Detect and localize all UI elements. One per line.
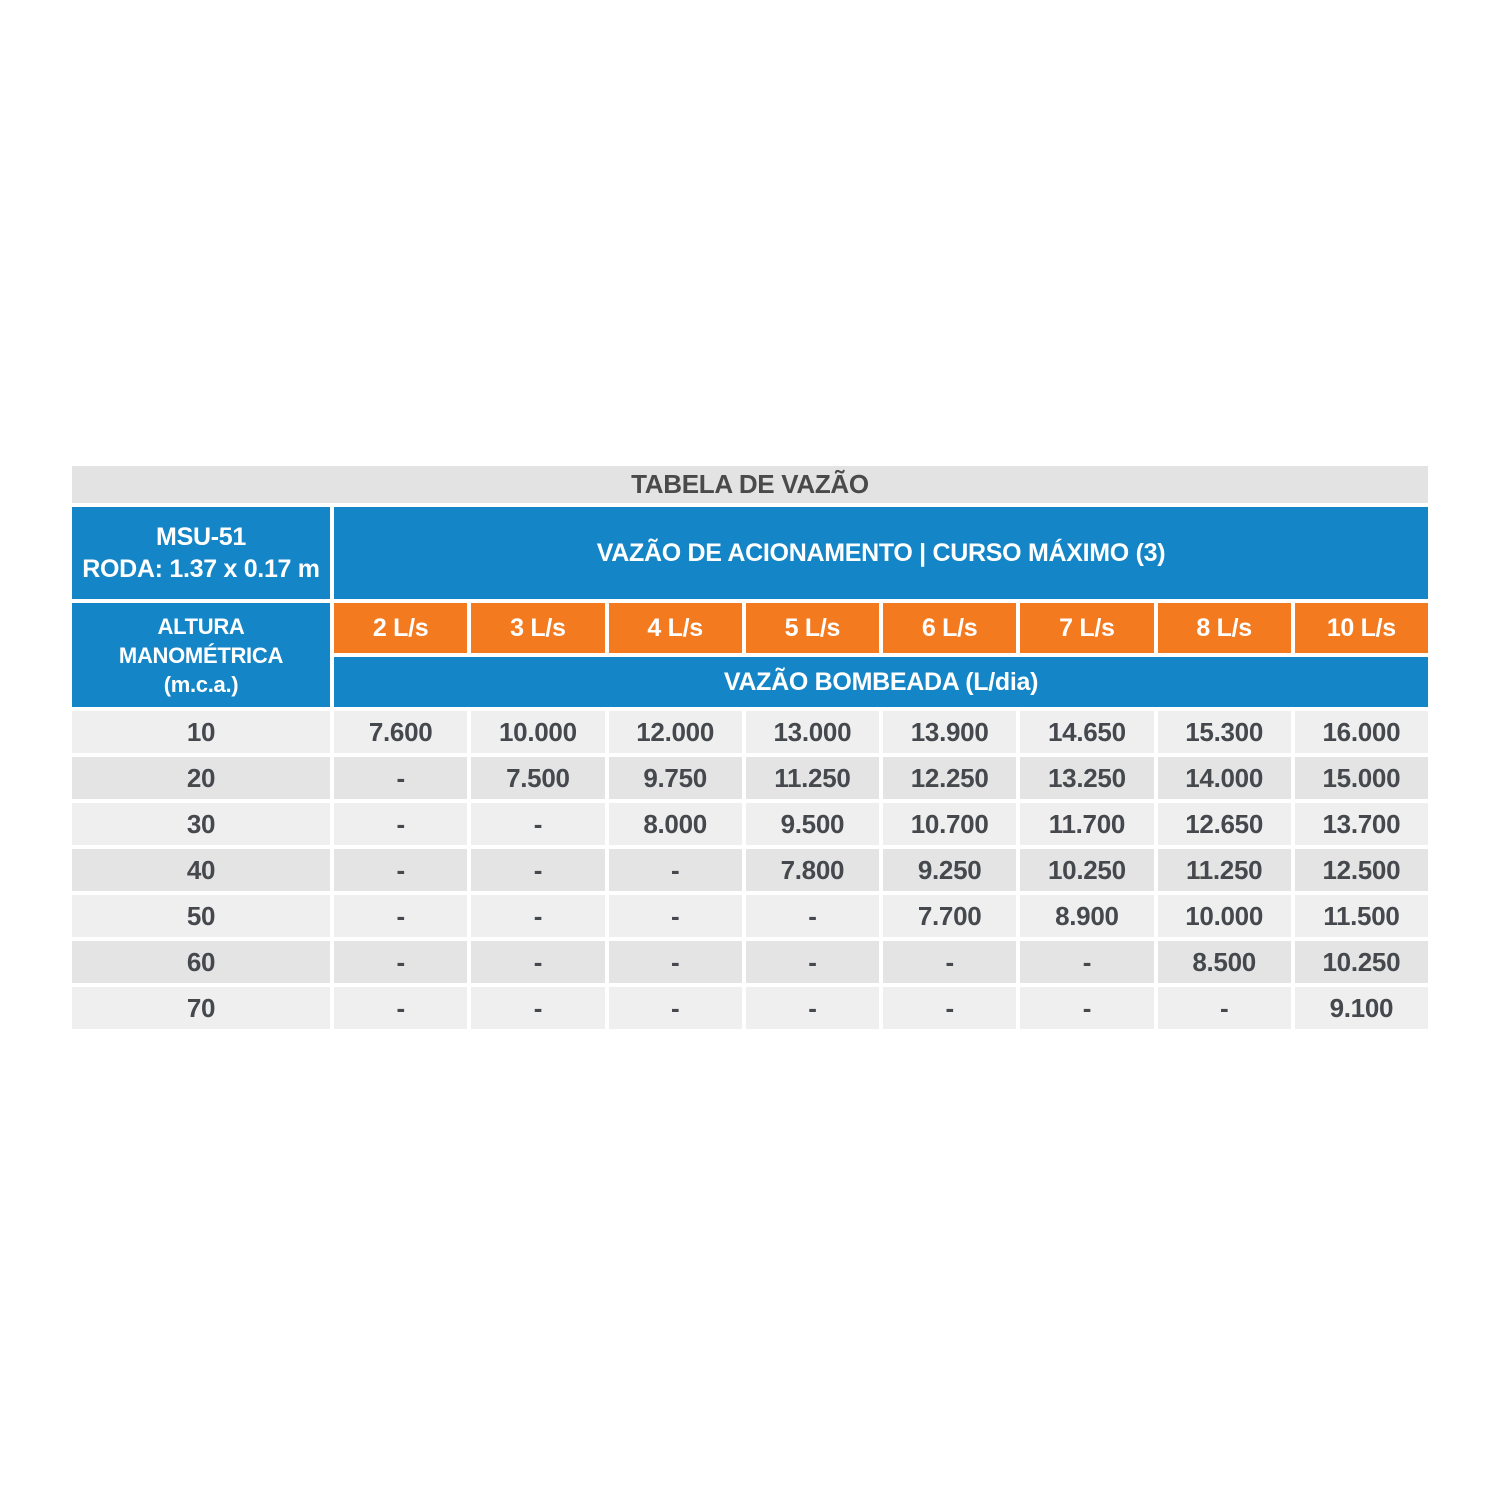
value-cell: 8.900 xyxy=(1020,895,1153,937)
value-cell: - xyxy=(609,895,742,937)
value-cell: 13.000 xyxy=(746,711,879,753)
value-cell: 11.700 xyxy=(1020,803,1153,845)
flow-table xyxy=(72,466,1428,1029)
value-cell: - xyxy=(609,941,742,983)
row-header-title-line2: MANOMÉTRICA xyxy=(118,642,284,668)
column-header-2ls: 2 L/s xyxy=(334,603,467,653)
value-cell: 9.250 xyxy=(883,849,1016,891)
value-cell: - xyxy=(1020,987,1153,1029)
value-cell: 12.250 xyxy=(883,757,1016,799)
value-cell: 12.000 xyxy=(609,711,742,753)
value-cell: 7.500 xyxy=(471,757,604,799)
value-cell: - xyxy=(334,987,467,1029)
column-header-4ls: 4 L/s xyxy=(609,603,742,653)
value-cell: 7.800 xyxy=(746,849,879,891)
column-group-header: VAZÃO DE ACIONAMENTO | CURSO MÁXIMO (3) xyxy=(334,507,1428,599)
value-cell: - xyxy=(334,757,467,799)
value-cell: 10.250 xyxy=(1020,849,1153,891)
value-cell: - xyxy=(883,941,1016,983)
value-cell: 16.000 xyxy=(1295,711,1428,753)
value-cell: 14.000 xyxy=(1158,757,1291,799)
value-cell: 15.300 xyxy=(1158,711,1291,753)
value-cell: 12.500 xyxy=(1295,849,1428,891)
row-header-cell: 40 xyxy=(72,849,330,891)
value-cell: 10.700 xyxy=(883,803,1016,845)
model-wheel-dimensions: RODA: 1.37 x 0.17 m xyxy=(82,555,320,583)
value-cell: - xyxy=(471,895,604,937)
value-cell: - xyxy=(334,803,467,845)
model-cell xyxy=(72,507,330,599)
column-header-10ls: 10 L/s xyxy=(1295,603,1428,653)
row-header-cell: 70 xyxy=(72,987,330,1029)
value-band-header: VAZÃO BOMBEADA (L/dia) xyxy=(334,657,1428,707)
value-cell: - xyxy=(609,987,742,1029)
value-cell: 10.250 xyxy=(1295,941,1428,983)
value-cell: 8.500 xyxy=(1158,941,1291,983)
column-header-5ls: 5 L/s xyxy=(746,603,879,653)
value-cell: - xyxy=(334,941,467,983)
value-cell: - xyxy=(746,941,879,983)
value-cell: 13.250 xyxy=(1020,757,1153,799)
value-cell: 10.000 xyxy=(471,711,604,753)
row-header-cell: 60 xyxy=(72,941,330,983)
row-header-cell: 10 xyxy=(72,711,330,753)
value-cell: 15.000 xyxy=(1295,757,1428,799)
value-cell: - xyxy=(334,895,467,937)
value-cell: 9.100 xyxy=(1295,987,1428,1029)
value-cell: 14.650 xyxy=(1020,711,1153,753)
value-cell: 11.250 xyxy=(1158,849,1291,891)
row-header-cell: 50 xyxy=(72,895,330,937)
value-cell: 11.250 xyxy=(746,757,879,799)
value-cell: - xyxy=(334,849,467,891)
value-cell: 10.000 xyxy=(1158,895,1291,937)
row-header-title-line1: ALTURA xyxy=(157,613,245,639)
value-cell: 7.700 xyxy=(883,895,1016,937)
value-cell: - xyxy=(609,849,742,891)
row-header-cell: 20 xyxy=(72,757,330,799)
model-name: MSU-51 xyxy=(156,523,246,551)
row-header-title-line3: (m.c.a.) xyxy=(163,671,239,697)
value-cell: 13.900 xyxy=(883,711,1016,753)
column-header-3ls: 3 L/s xyxy=(471,603,604,653)
value-cell: - xyxy=(471,849,604,891)
row-header-cell: 30 xyxy=(72,803,330,845)
column-header-7ls: 7 L/s xyxy=(1020,603,1153,653)
value-cell: - xyxy=(1158,987,1291,1029)
value-cell: - xyxy=(746,895,879,937)
value-cell: - xyxy=(471,987,604,1029)
value-cell: - xyxy=(471,941,604,983)
value-cell: - xyxy=(471,803,604,845)
table-title: TABELA DE VAZÃO xyxy=(72,466,1428,503)
value-cell: 8.000 xyxy=(609,803,742,845)
value-cell: 13.700 xyxy=(1295,803,1428,845)
row-header-title xyxy=(72,603,330,707)
value-cell: 9.750 xyxy=(609,757,742,799)
value-cell: 7.600 xyxy=(334,711,467,753)
value-cell: 12.650 xyxy=(1158,803,1291,845)
value-cell: 9.500 xyxy=(746,803,879,845)
column-header-6ls: 6 L/s xyxy=(883,603,1016,653)
value-cell: 11.500 xyxy=(1295,895,1428,937)
value-cell: - xyxy=(1020,941,1153,983)
value-cell: - xyxy=(883,987,1016,1029)
value-cell: - xyxy=(746,987,879,1029)
column-header-8ls: 8 L/s xyxy=(1158,603,1291,653)
